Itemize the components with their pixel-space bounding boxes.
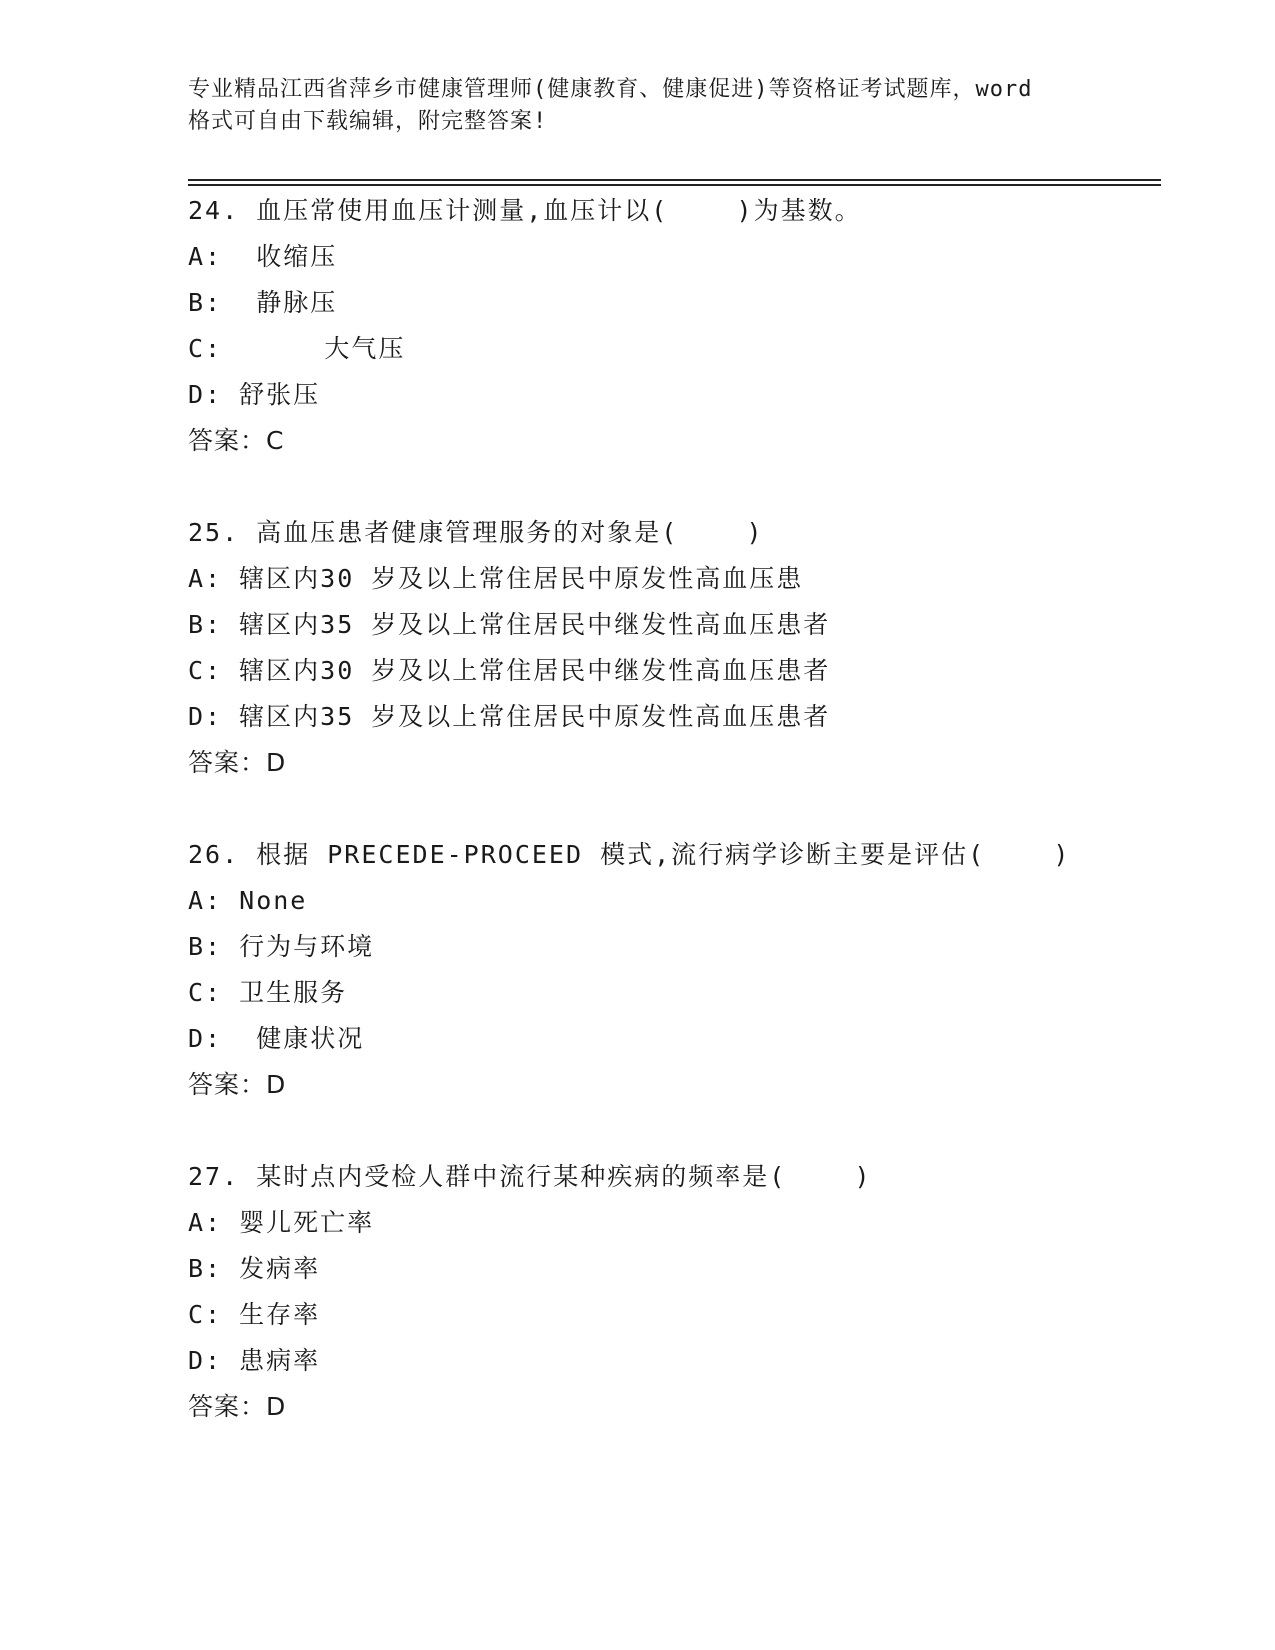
question-stem: 24. 血压常使用血压计测量,血压计以( )为基数。 [188, 196, 862, 225]
document-header [188, 74, 1088, 138]
question-27 [188, 1154, 1168, 1430]
header-divider-top [188, 179, 1161, 181]
option-d: D: 患病率 [188, 1346, 321, 1375]
option-b: B: 辖区内35 岁及以上常住居民中继发性高血压患者 [188, 610, 831, 639]
option-c: C: 大气压 [188, 334, 406, 363]
answer-line: 答案：D [188, 1392, 287, 1421]
option-b: B: 行为与环境 [188, 932, 375, 961]
option-c: C: 辖区内30 岁及以上常住居民中继发性高血压患者 [188, 656, 831, 685]
question-stem: 27. 某时点内受检人群中流行某种疾病的频率是( ) [188, 1162, 872, 1191]
option-d: D: 舒张压 [188, 380, 321, 409]
option-a: A: None [188, 886, 308, 915]
option-b: B: 静脉压 [188, 288, 338, 317]
option-d: D: 健康状况 [188, 1024, 365, 1053]
question-26 [188, 832, 1168, 1108]
question-stem: 25. 高血压患者健康管理服务的对象是( ) [188, 518, 764, 547]
option-a: A: 辖区内30 岁及以上常住居民中原发性高血压患 [188, 564, 804, 593]
option-a: A: 婴儿死亡率 [188, 1208, 375, 1237]
option-b: B: 发病率 [188, 1254, 321, 1283]
header-line-2: 格式可自由下载编辑，附完整答案! [188, 109, 548, 134]
answer-line: 答案：D [188, 748, 287, 777]
question-list [188, 188, 1168, 1476]
option-c: C: 生存率 [188, 1300, 321, 1329]
option-c: C: 卫生服务 [188, 978, 348, 1007]
header-line-1: 专业精品江西省萍乡市健康管理师(健康教育、健康促进)等资格证考试题库，word [188, 77, 1033, 102]
question-24 [188, 188, 1168, 464]
question-stem: 26. 根据 PRECEDE-PROCEED 模式,流行病学诊断主要是评估( ) [188, 840, 1071, 869]
answer-line: 答案：C [188, 426, 285, 455]
answer-line: 答案：D [188, 1070, 287, 1099]
option-d: D: 辖区内35 岁及以上常住居民中原发性高血压患者 [188, 702, 831, 731]
question-25 [188, 510, 1168, 786]
header-divider-bottom [188, 184, 1161, 186]
option-a: A: 收缩压 [188, 242, 338, 271]
